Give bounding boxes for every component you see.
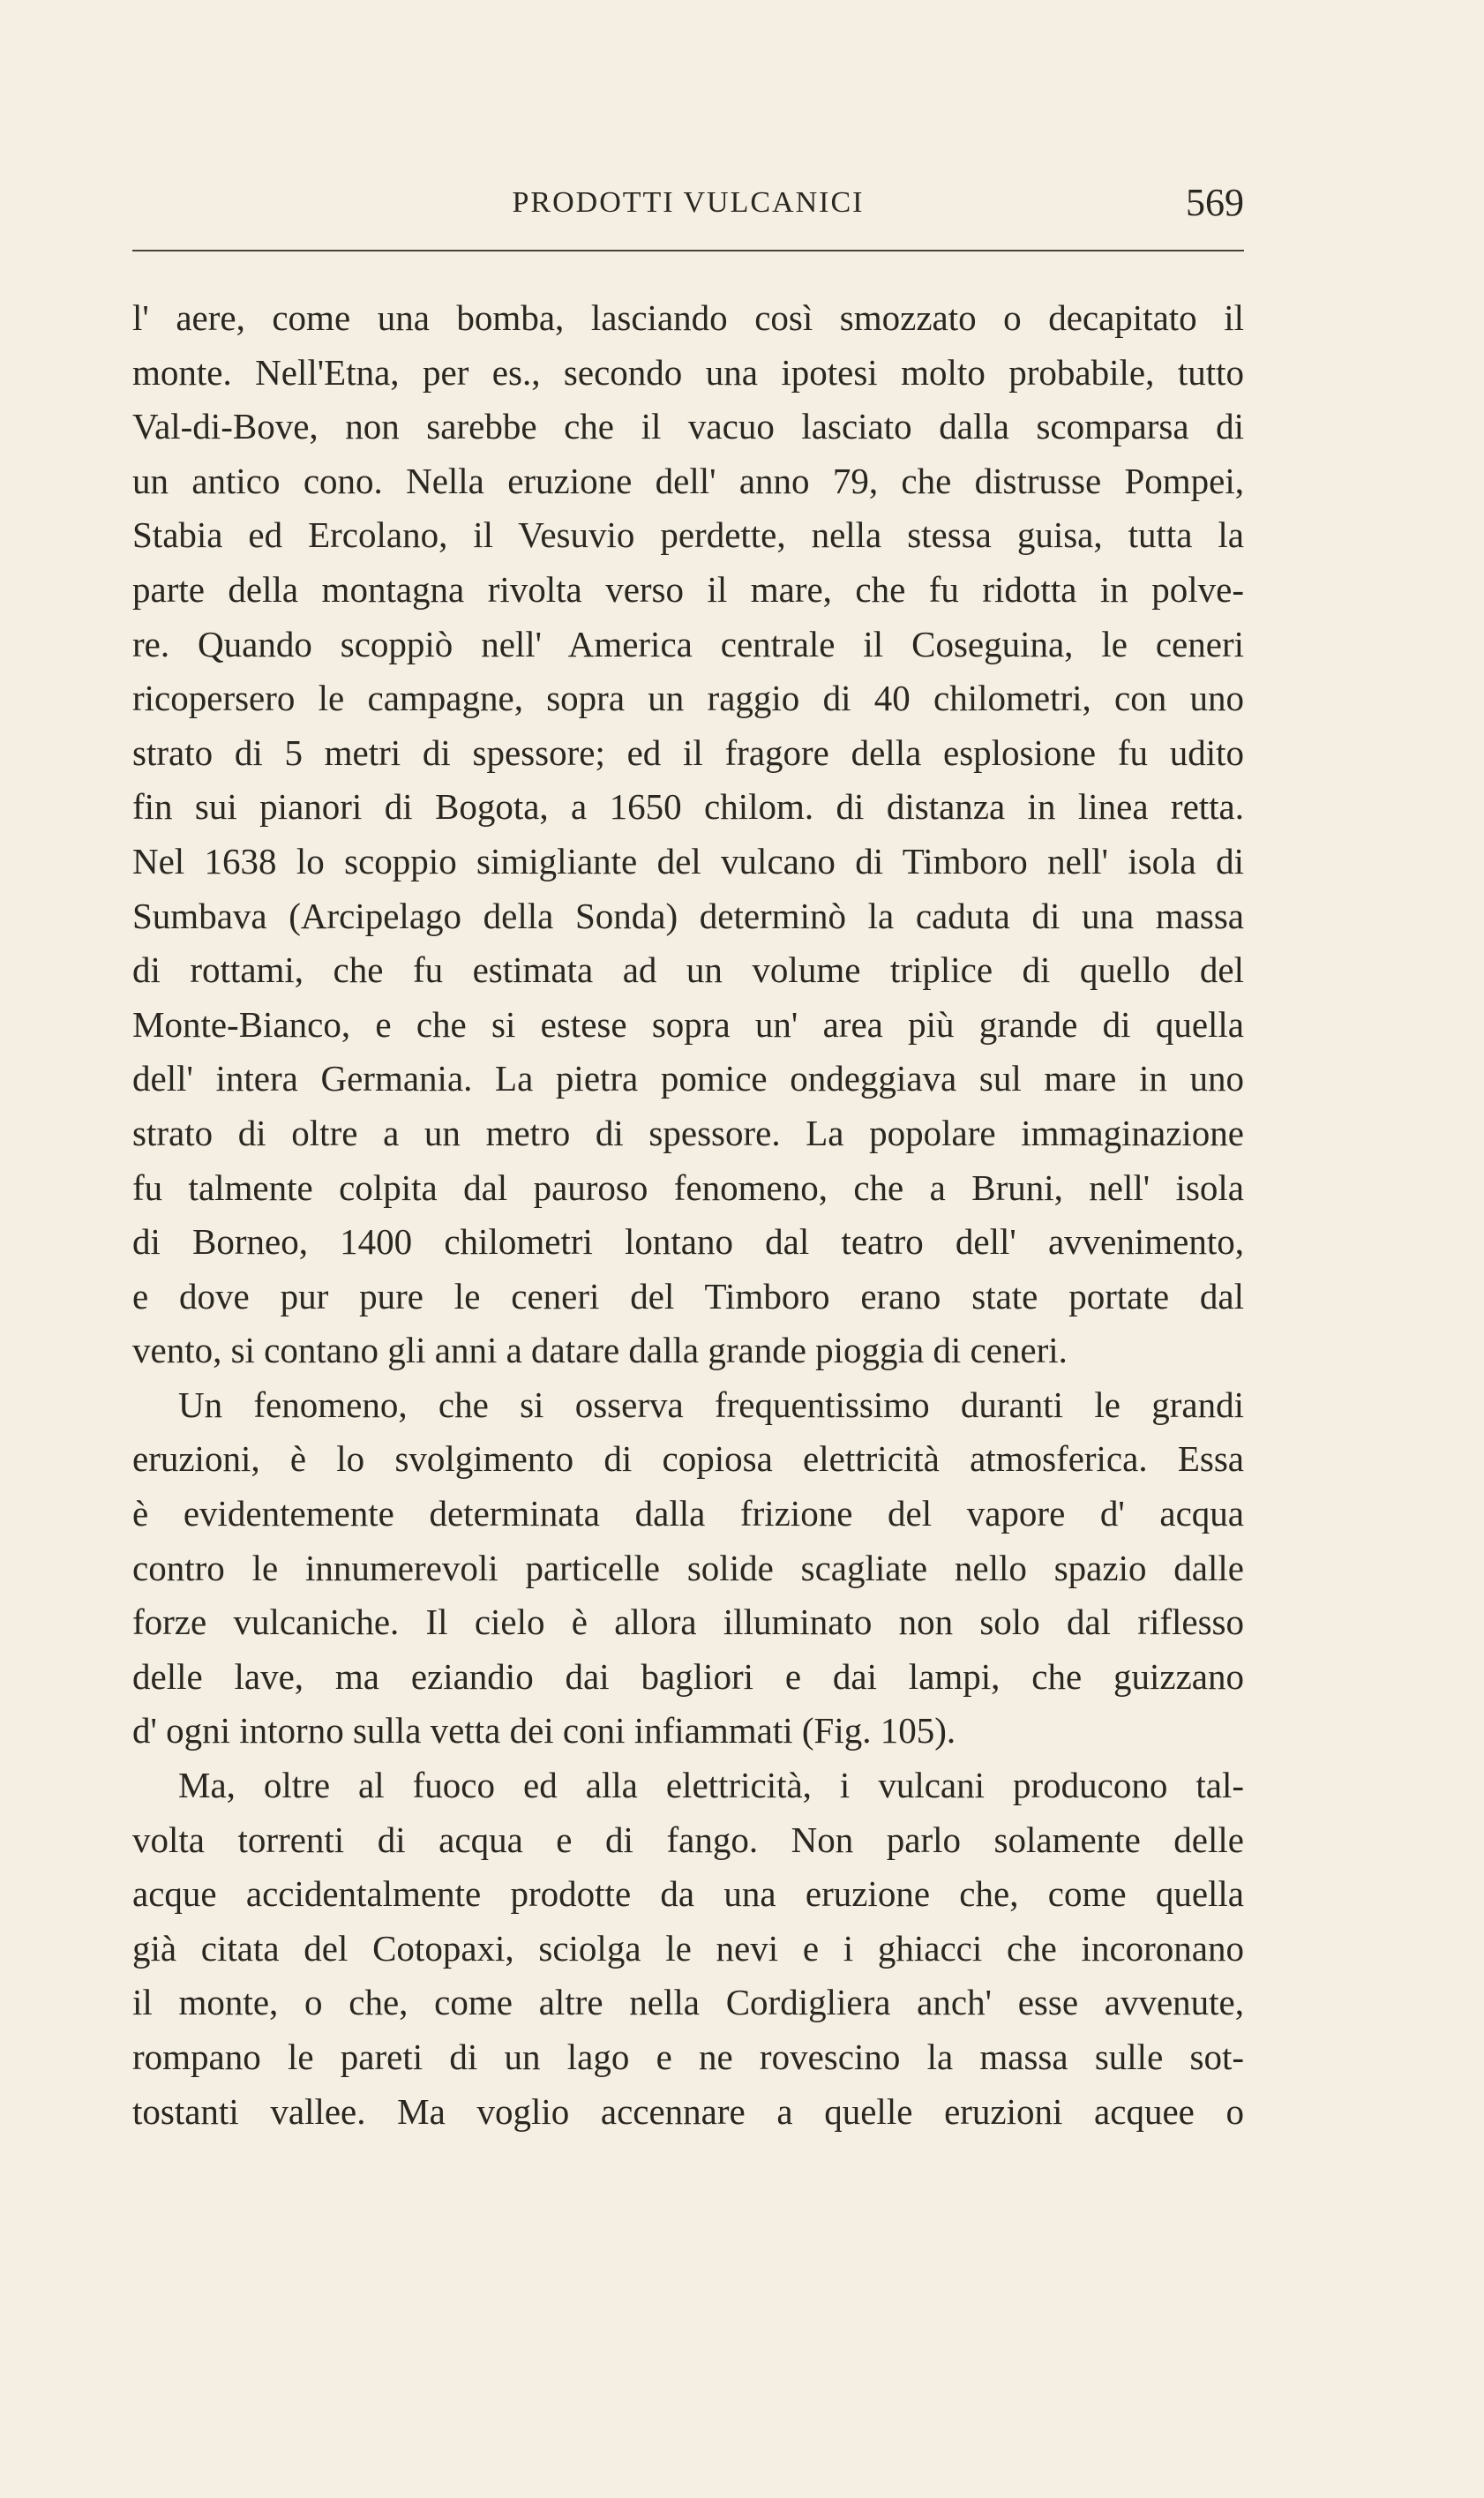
text-line: Monte-Bianco, e che si estese sopra un' area più grande di quella (132, 1003, 1244, 1045)
text-line: un antico cono. Nella eruzione dell' anno 79, che distrusse Pompei, (132, 460, 1244, 501)
text-line: ricopersero le campagne, sopra un raggio di 40 chilometri, con uno (132, 678, 1244, 719)
text-line: tostanti vallee. Ma voglio accennare a quelle eruzioni acquee o (132, 2090, 1244, 2132)
text-line: volta torrenti di acqua e di fango. Non parlo solamente delle (132, 1819, 1244, 1860)
text-line: strato di 5 metri di spessore; ed il fragore della esplosione fu udito (132, 731, 1244, 773)
text-line: il monte, o che, come altre nella Cordigliera anch' esse avvenute, (132, 1982, 1244, 2023)
text-line: dell' intera Germania. La pietra pomice ondeggiava sul mare in uno (132, 1058, 1244, 1099)
text-line: eruzioni, è lo svolgimento di copiosa elettricità atmosferica. Essa (132, 1438, 1244, 1480)
text-line: contro le innumerevoli particelle solide scagliate nello spazio dalle (132, 1547, 1244, 1588)
text-line: forze vulcaniche. Il cielo è allora illuminato non solo dal riflesso (132, 1602, 1244, 1643)
text-line: parte della montagna rivolta verso il mare, che fu ridotta in polve- (132, 568, 1244, 610)
text-line: già citata del Cotopaxi, sciolga le nevi e i ghiacci che incoronano (132, 1927, 1244, 1969)
text-line: d' ogni intorno sulla vetta dei coni infiammati (Fig. 105). (132, 1710, 956, 1752)
text-line: strato di oltre a un metro di spessore. La popolare immaginazione (132, 1112, 1244, 1153)
running-title: PRODOTTI VULCANICI (512, 186, 865, 219)
text-line: l' aere, come una bomba, lasciando così smozzato o decapitato il (132, 297, 1244, 338)
text-line: fu talmente colpita dal pauroso fenomeno, che a Bruni, nell' isola (132, 1166, 1244, 1208)
text-line: e dove pur pure le ceneri del Timboro erano state portate dal (132, 1275, 1244, 1317)
text-line: Nel 1638 lo scoppio simigliante del vulcano di Timboro nell' isola di (132, 840, 1244, 881)
text-line: acque accidentalmente prodotte da una eruzione che, come quella (132, 1873, 1244, 1915)
text-line: è evidentemente determinata dalla frizione del vapore d' acqua (132, 1493, 1244, 1534)
text-line: rompano le pareti di un lago e ne rovescino la massa sulle sot- (132, 2037, 1244, 2077)
text-line: Stabia ed Ercolano, il Vesuvio perdette, nella stessa guisa, tutta la (132, 514, 1244, 556)
body-text (132, 291, 1244, 2139)
page-number: 569 (1186, 181, 1244, 224)
text-line: di Borneo, 1400 chilometri lontano dal teatro dell' avvenimento, (132, 1221, 1244, 1263)
text-line: Ma, oltre al fuoco ed alla elettricità, i vulcani producono tal- (178, 1765, 1244, 1806)
text-line: Un fenomeno, che si osserva frequentissimo duranti le grandi (178, 1384, 1244, 1425)
text-line: fin sui pianori di Bogota, a 1650 chilom. di distanza in linea retta. (132, 786, 1244, 828)
text-line: re. Quando scoppiò nell' America centrale il Coseguina, le ceneri (132, 623, 1244, 664)
text-line: Val-di-Bove, non sarebbe che il vacuo lasciato dalla scomparsa di (132, 406, 1244, 447)
running-head (132, 176, 1244, 229)
text-line: monte. Nell'Etna, per es., secondo una ipotesi molto probabile, tutto (132, 351, 1244, 393)
text-line: Sumbava (Arcipelago della Sonda) determinò la caduta di una massa (132, 895, 1244, 936)
text-line: vento, si contano gli anni a datare dalla grande pioggia di ceneri. (132, 1330, 1068, 1371)
header-rule (132, 250, 1244, 251)
text-line: delle lave, ma eziandio dai bagliori e dai lampi, che guizzano (132, 1655, 1244, 1697)
text-line: di rottami, che fu estimata ad un volume triplice di quello del (132, 949, 1244, 991)
